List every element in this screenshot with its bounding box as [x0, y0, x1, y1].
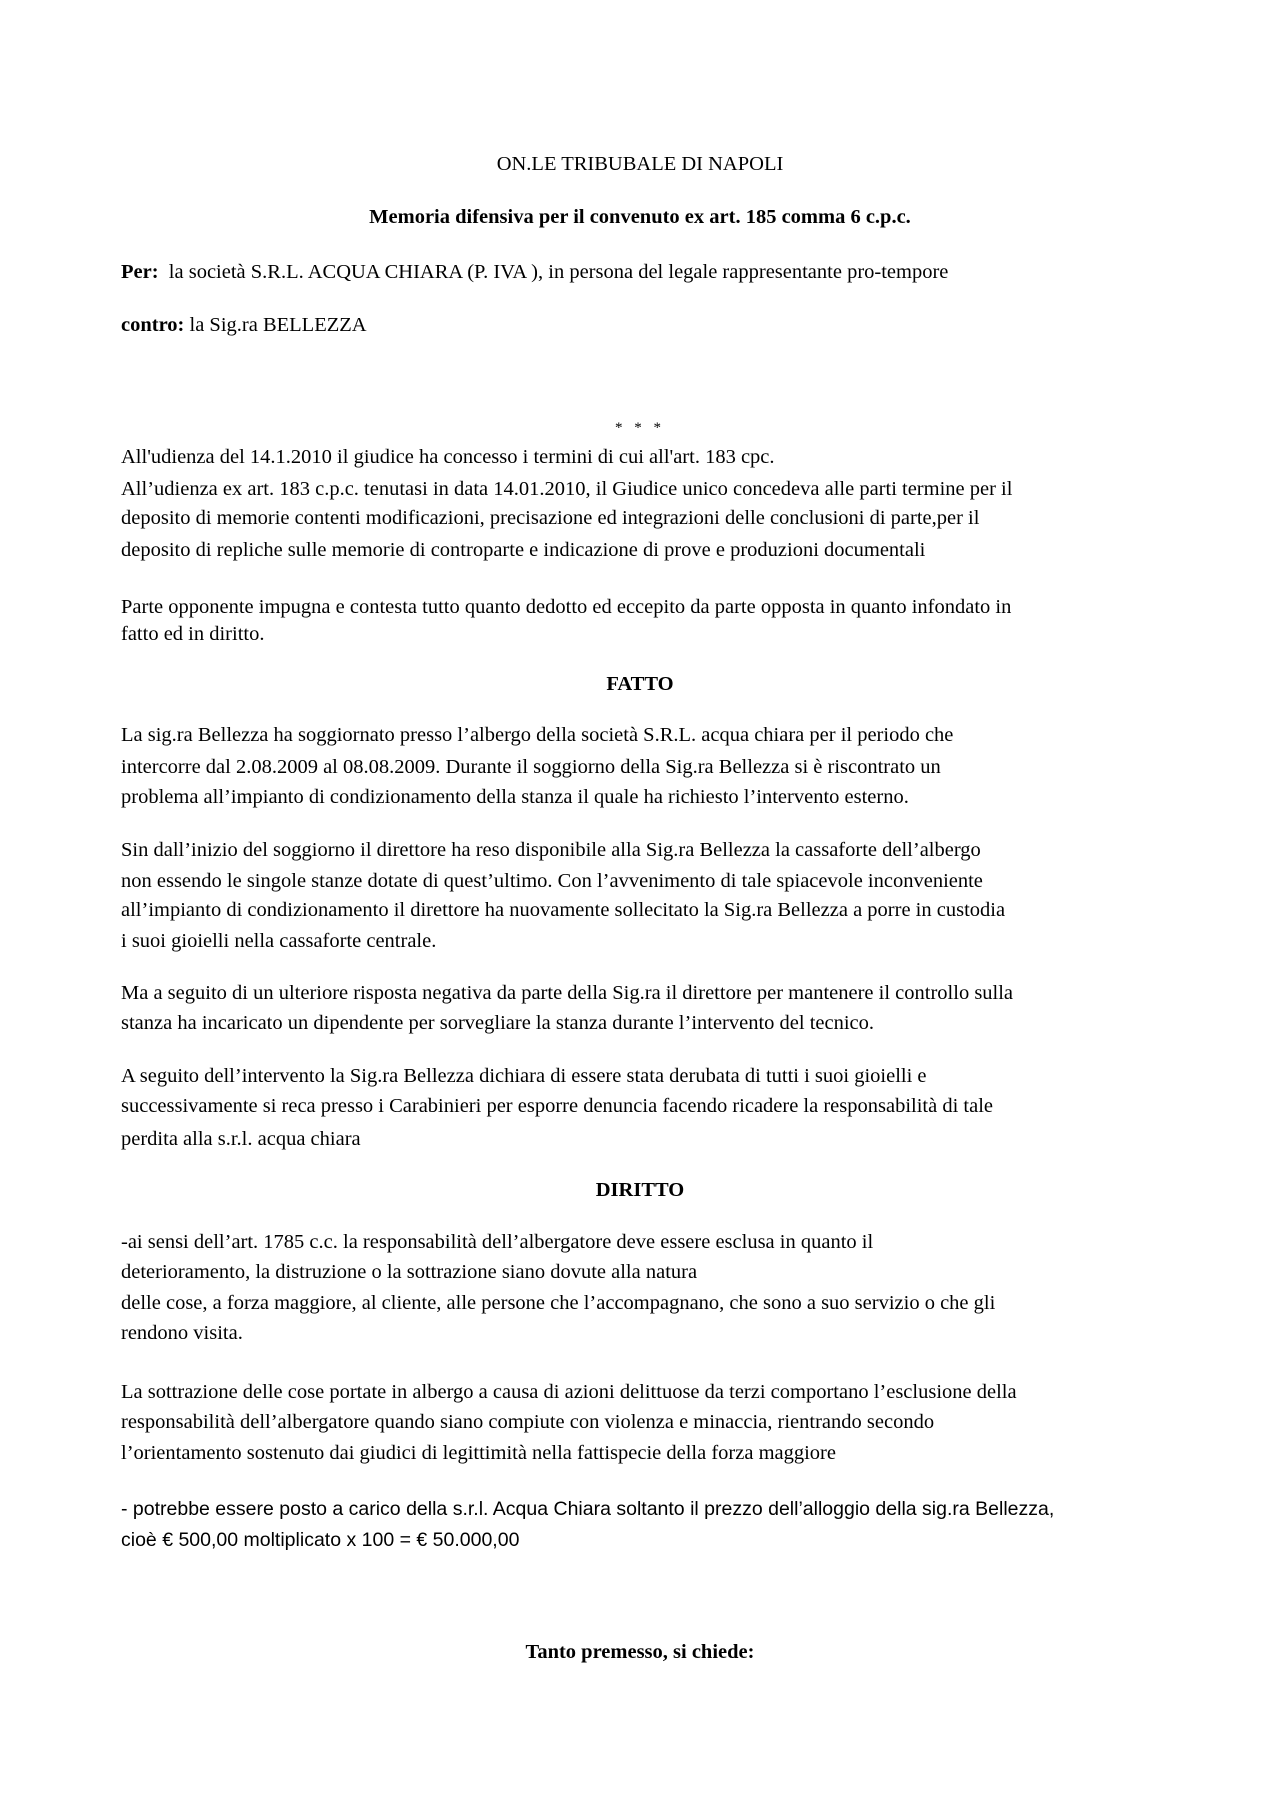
fatto-p1-line: intercorre dal 2.08.2009 al 08.08.2009. Durante il soggiorno della Sig.ra Bellezza si è riscontrato un — [121, 756, 941, 778]
closing-request: Tanto premesso, si chiede: — [525, 1641, 755, 1663]
diritto-heading: DIRITTO — [595, 1179, 685, 1201]
fatto-p1-line: problema all’impianto di condizionamento della stanza il quale ha richiesto l’intervento esterno. — [121, 786, 909, 808]
party-per — [121, 257, 948, 287]
fatto-p1-line: La sig.ra Bellezza ha soggiornato presso l’albergo della società S.R.L. acqua chiara per il periodo che — [121, 724, 954, 746]
contest-line: fatto ed in diritto. — [121, 623, 265, 645]
fatto-p4-line: successivamente si reca presso i Carabinieri per esporre denuncia facendo ricadere la responsabilità di tale — [121, 1095, 994, 1117]
fatto-heading: FATTO — [606, 673, 674, 695]
intro-line: All’udienza ex art. 183 c.p.c. tenutasi in data 14.01.2010, il Giudice unico concedeva alle parti termine per il — [121, 478, 1013, 500]
document-subtitle: Memoria difensiva per il convenuto ex art. 185 comma 6 c.p.c. — [369, 206, 911, 228]
diritto-p2-line: La sottrazione delle cose portate in albergo a causa di azioni delittuose da terzi comportano l’esclusione della — [121, 1381, 1017, 1403]
section-separator: * * * — [615, 420, 665, 436]
per-text: la società S.R.L. ACQUA CHIARA (P. IVA ), in persona del legale rappresentante pro-tempore — [168, 261, 949, 283]
fatto-p2-line: non essendo le singole stanze dotate di quest’ultimo. Con l’avvenimento di tale spiacevole inconveniente — [121, 870, 983, 892]
diritto-p2-line: l’orientamento sostenuto dai giudici di legittimità nella fattispecie della forza maggiore — [121, 1442, 836, 1464]
diritto-p1-line: delle cose, a forza maggiore, al cliente, alle persone che l’accompagnano, che sono a suo servizio o che gli — [121, 1292, 996, 1314]
diritto-p3-line: cioè € 500,00 moltiplicato x 100 = € 50.000,00 — [121, 1529, 520, 1551]
diritto-p1-line: -ai sensi dell’art. 1785 c.c. la responsabilità dell’albergatore deve essere esclusa in quanto il — [121, 1231, 874, 1253]
per-label: Per: — [121, 261, 159, 283]
fatto-p3-line: stanza ha incaricato un dipendente per sorvegliare la stanza durante l’intervento del tecnico. — [121, 1012, 875, 1034]
fatto-p4-line: A seguito dell’intervento la Sig.ra Bellezza dichiara di essere stata derubata di tutti i suoi gioielli e — [121, 1065, 927, 1087]
intro-line: All'udienza del 14.1.2010 il giudice ha concesso i termini di cui all'art. 183 cpc. — [121, 446, 775, 468]
contro-label: contro: — [121, 314, 185, 336]
intro-line: deposito di repliche sulle memorie di controparte e indicazione di prove e produzioni documentali — [121, 539, 926, 561]
diritto-p1-line: deterioramento, la distruzione o la sottrazione siano dovute alla natura — [121, 1261, 698, 1283]
fatto-p2-line: Sin dall’inizio del soggiorno il direttore ha reso disponibile alla Sig.ra Bellezza la cassaforte dell’albergo — [121, 839, 981, 861]
diritto-p2-line: responsabilità dell’albergatore quando siano compiute con violenza e minaccia, rientrando secondo — [121, 1411, 935, 1433]
diritto-p1-line: rendono visita. — [121, 1322, 243, 1344]
fatto-p2-line: all’impianto di condizionamento il direttore ha nuovamente sollecitato la Sig.ra Bellezza a porre in custodia — [121, 899, 1006, 921]
diritto-p3-line: - potrebbe essere posto a carico della s.r.l. Acqua Chiara soltanto il prezzo dell’alloggio della sig.ra Bellezza, — [121, 1498, 1055, 1520]
court-title: ON.LE TRIBUBALE DI NAPOLI — [496, 153, 784, 175]
fatto-p3-line: Ma a seguito di un ulteriore risposta negativa da parte della Sig.ra il direttore per mantenere il controllo sulla — [121, 982, 1014, 1004]
contest-line: Parte opponente impugna e contesta tutto quanto dedotto ed eccepito da parte opposta in quanto infondato in — [121, 596, 1012, 618]
party-contro — [121, 310, 367, 340]
fatto-p4-line: perdita alla s.r.l. acqua chiara — [121, 1128, 361, 1150]
fatto-p2-line: i suoi gioielli nella cassaforte centrale. — [121, 930, 437, 952]
contro-text: la Sig.ra BELLEZZA — [189, 314, 367, 336]
intro-line: deposito di memorie contenti modificazioni, precisazione ed integrazioni delle conclusioni di parte,per il — [121, 507, 980, 529]
